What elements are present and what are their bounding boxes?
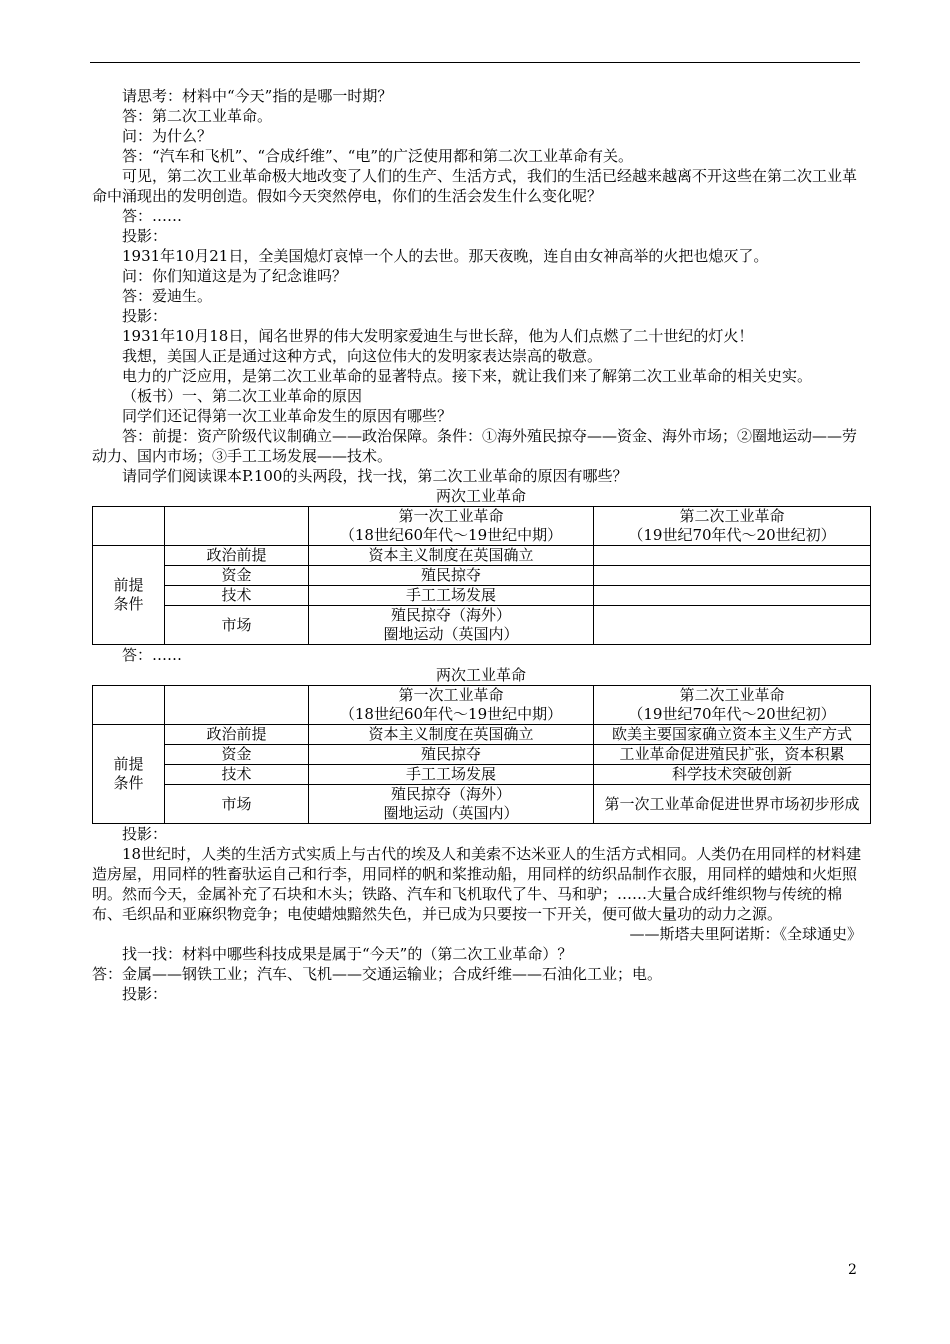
paragraph: 电力的广泛应用，是第二次工业革命的显著特点。接下来，就让我们来了解第二次工业革命的相关史实。 — [122, 367, 813, 385]
header-cell — [594, 686, 871, 725]
row-label — [165, 586, 309, 606]
cell-text: 欧美主要国家确立资本主义生产方式 — [611, 725, 852, 743]
cell-text: 工业革命促进殖民扩张，资本积累 — [619, 745, 845, 763]
header-blank-cell — [165, 507, 309, 546]
cell-text: 殖民掠夺（海外） — [390, 606, 511, 624]
comparison-table-filled — [92, 685, 871, 824]
row-group-label-line: 条件 — [113, 595, 144, 613]
page-content — [92, 86, 870, 1004]
paragraph: 投影： — [122, 227, 168, 245]
row-label — [165, 566, 309, 586]
second-revolution-cell — [594, 606, 871, 645]
cell-text: 殖民掠夺（海外） — [390, 785, 511, 803]
paragraph: 投影： — [122, 307, 168, 325]
row-label — [165, 785, 309, 824]
header-period: （18世纪60年代～19世纪中期） — [339, 526, 563, 544]
cell-text: 手工工场发展 — [405, 765, 496, 783]
header-period: （19世纪70年代～20世纪初） — [628, 705, 836, 723]
cell-text: 科学技术突破创新 — [671, 765, 792, 783]
row-label — [165, 725, 309, 745]
row-label — [165, 765, 309, 785]
paragraph: 答：…… — [122, 207, 183, 225]
table-caption-2: 两次工业革命 — [435, 666, 526, 684]
table-row — [93, 546, 871, 566]
second-revolution-cell — [594, 765, 871, 785]
header-cell — [309, 507, 594, 546]
answer-between-tables: 答：…… — [122, 646, 183, 664]
paragraph: （板书）一、第二次工业革命的原因 — [122, 387, 363, 405]
row-group-label — [93, 725, 165, 824]
paragraph: 1931年10月21日，全美国熄灯哀悼一个人的去世。那天夜晚，连自由女神高举的火把也熄灭了。 — [122, 247, 769, 265]
row-label — [165, 546, 309, 566]
paragraph: 同学们还记得第一次工业革命发生的原因有哪些？ — [122, 407, 453, 425]
paragraph: 18世纪时，人类的生活方式实质上与古代的埃及人和美索不达米亚人的生活方式相同。人类仍在用同样的材料建造房屋，用同样的牲畜驮运自己和行李，用同样的帆和桨推动船，用同样的纺织品制作衣服，用同样的蜡烛和火炬照明。然而今天，金属补充了石块和木头；铁路、汽车和飞机取代了牛、马和驴；……大量合成纤维织物与传统的棉布、毛织品和亚麻织物竞争；电使蜡烛黯然失色，并已成为只要按一下开关，便可做大量功的动力之源。 — [92, 845, 862, 923]
header-cell — [309, 686, 594, 725]
header-blank-cell — [93, 686, 165, 725]
cell-text: 圈地运动（英国内） — [383, 804, 519, 822]
quote-source: ——斯塔夫里阿诺斯：《全球通史》 — [629, 925, 862, 943]
cell-text: 第一次工业革命促进世界市场初步形成 — [604, 794, 860, 813]
table-caption: 两次工业革命 — [435, 487, 526, 505]
paragraph: 投影： — [122, 985, 168, 1003]
header-cell — [594, 507, 871, 546]
row-group-label-line: 前提 — [113, 576, 144, 594]
paragraph-block-a — [92, 86, 870, 486]
paragraph: 答：“汽车和飞机”、“合成纤维”、“电”的广泛使用都和第二次工业革命有关。 — [122, 147, 634, 165]
first-revolution-cell — [309, 586, 594, 606]
row-label-text: 市场 — [221, 794, 252, 813]
first-revolution-cell — [309, 566, 594, 586]
paragraph: 1931年10月18日，闻名世界的伟大发明家爱迪生与世长辞，他为人们点燃了二十世纪的灯火！ — [122, 327, 754, 345]
cell-text: 殖民掠夺 — [420, 566, 481, 584]
row-group-label-line: 前提 — [113, 755, 144, 773]
paragraph: 问：为什么？ — [122, 127, 213, 145]
table-row — [93, 745, 871, 765]
paragraph-block-c — [92, 944, 870, 1004]
paragraph: 请同学们阅读课本P.100的头两段，找一找，第二次工业革命的原因有哪些？ — [122, 467, 628, 485]
row-label-text: 市场 — [221, 615, 252, 634]
first-revolution-cell — [309, 546, 594, 566]
header-blank-cell — [93, 507, 165, 546]
first-revolution-cell — [309, 765, 594, 785]
paragraph: 答：前提：资产阶级代议制确立——政治保障。条件：①海外殖民掠夺——资金、海外市场；②圈地运动——劳动力、国内市场；③手工工场发展——技术。 — [92, 427, 858, 465]
first-revolution-cell — [309, 725, 594, 745]
header-title: 第一次工业革命 — [398, 686, 504, 704]
cell-text: 资本主义制度在英国确立 — [368, 725, 534, 743]
table-header-row — [93, 686, 871, 725]
paragraph: 答：金属——钢铁工业；汽车、飞机——交通运输业；合成纤维——石油化工业；电。 — [92, 965, 663, 983]
header-blank-cell — [165, 686, 309, 725]
cell-text: 手工工场发展 — [405, 586, 496, 604]
row-label — [165, 606, 309, 645]
paragraph: 答：爱迪生。 — [122, 287, 213, 305]
table-row — [93, 606, 871, 645]
row-group-label — [93, 546, 165, 645]
row-group-label-line: 条件 — [113, 774, 144, 792]
row-label-text: 资金 — [221, 745, 252, 763]
page-number: 2 — [848, 1262, 857, 1278]
header-period: （19世纪70年代～20世纪初） — [628, 526, 836, 544]
paragraph: 我想，美国人正是通过这种方式，向这位伟大的发明家表达崇高的敬意。 — [122, 347, 603, 365]
row-label-text: 技术 — [221, 765, 252, 783]
second-revolution-cell — [594, 586, 871, 606]
paragraph: 找一找：材料中哪些科技成果是属于“今天”的（第二次工业革命）？ — [122, 945, 573, 963]
header-period: （18世纪60年代～19世纪中期） — [339, 705, 563, 723]
paragraph-block-b — [92, 824, 870, 924]
paragraph: 投影： — [122, 825, 168, 843]
header-title: 第二次工业革命 — [679, 686, 785, 704]
paragraph: 答：第二次工业革命。 — [122, 107, 273, 125]
row-label-text: 政治前提 — [206, 546, 267, 564]
row-label-text: 资金 — [221, 566, 252, 584]
table-header-row — [93, 507, 871, 546]
second-revolution-cell — [594, 745, 871, 765]
first-revolution-cell — [309, 606, 594, 645]
table-row — [93, 785, 871, 824]
row-label-text: 政治前提 — [206, 725, 267, 743]
second-revolution-cell — [594, 785, 871, 824]
cell-text: 殖民掠夺 — [420, 745, 481, 763]
first-revolution-cell — [309, 745, 594, 765]
header-title: 第一次工业革命 — [398, 507, 504, 525]
paragraph: 请思考：材料中“今天”指的是哪一时期？ — [122, 87, 393, 105]
paragraph: 问：你们知道这是为了纪念谁吗？ — [122, 267, 348, 285]
first-revolution-cell — [309, 785, 594, 824]
second-revolution-cell — [594, 566, 871, 586]
table-row — [93, 765, 871, 785]
row-label-text: 技术 — [221, 586, 252, 604]
table-row — [93, 566, 871, 586]
second-revolution-cell — [594, 725, 871, 745]
header-rule — [90, 62, 860, 63]
second-revolution-cell — [594, 546, 871, 566]
cell-text: 资本主义制度在英国确立 — [368, 546, 534, 564]
comparison-table-blank — [92, 506, 871, 645]
table-row — [93, 586, 871, 606]
table-row — [93, 725, 871, 745]
header-title: 第二次工业革命 — [679, 507, 785, 525]
paragraph: 可见，第二次工业革命极大地改变了人们的生产、生活方式，我们的生活已经越来越离不开这些在第二次工业革命中涌现出的发明创造。假如今天突然停电，你们的生活会发生什么变化呢？ — [92, 167, 858, 205]
row-label — [165, 745, 309, 765]
cell-text: 圈地运动（英国内） — [383, 625, 519, 643]
